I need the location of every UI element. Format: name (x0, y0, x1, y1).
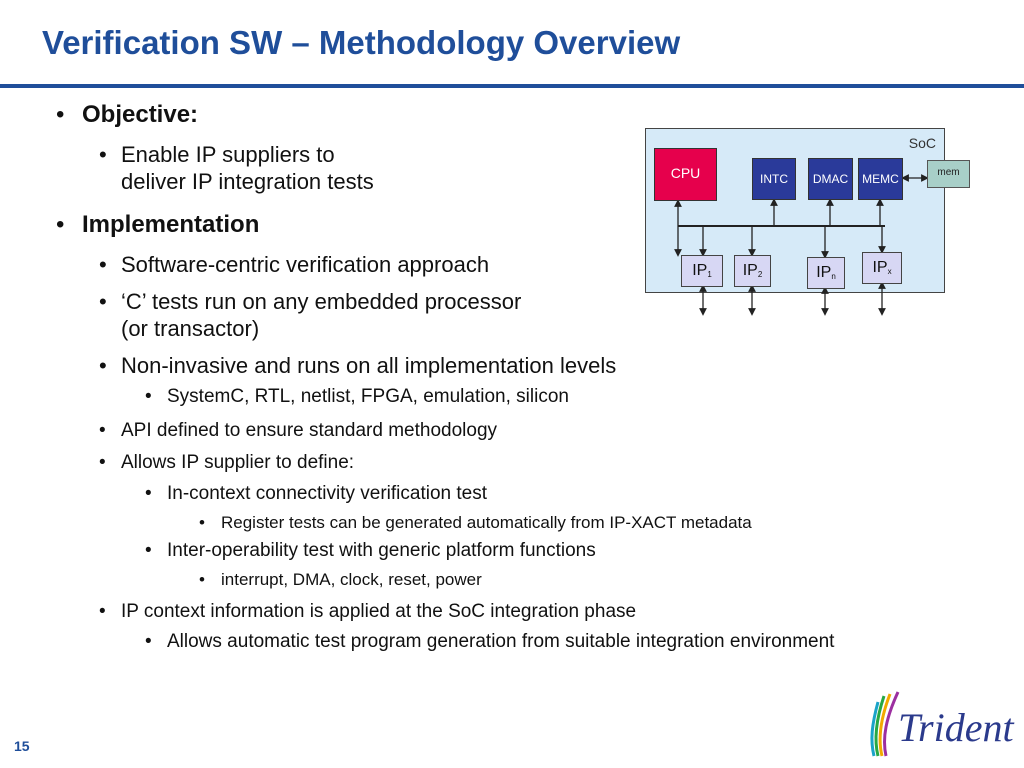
bullet-text: Enable IP suppliers to (121, 142, 335, 167)
bullet-text: deliver IP integration tests (121, 169, 374, 194)
bullet-impl-1 (99, 252, 490, 278)
bullet-text: Non-invasive and runs on all implementation levels (121, 353, 617, 378)
bullet-text: Implementation (82, 211, 260, 238)
bullet-text: Objective: (82, 101, 199, 128)
bullet-objective-sub-cont (121, 169, 374, 195)
bullet-text: Software-centric verification approach (121, 252, 490, 277)
ip-label: IP (816, 264, 832, 281)
bullet-text: Register tests can be generated automatically from IP-XACT metadata (221, 513, 752, 532)
bullet-text: In-context connectivity verification test (167, 483, 487, 504)
ip-label: IP (872, 259, 888, 276)
bullet-dot: • (56, 211, 65, 238)
bullet-text: IP context information is applied at the SoC integration phase (121, 601, 637, 622)
page-number: 15 (14, 738, 30, 754)
bullet-impl-4 (99, 420, 498, 442)
bullet-dot: • (199, 570, 205, 589)
bullet-dot: • (99, 420, 106, 441)
bullet-implementation (56, 211, 260, 239)
bullet-dot: • (56, 101, 65, 128)
bullet-text: API defined to ensure standard methodology (121, 420, 498, 441)
slide-title: Verification SW – Methodology Overview (42, 24, 681, 61)
bullet-dot: • (99, 142, 107, 167)
soc-label: SoC (908, 135, 936, 151)
bullet-impl-5-sub-2 (145, 540, 596, 562)
ip-subscript: 1 (707, 269, 712, 279)
bullet-dot: • (145, 386, 152, 407)
bullet-objective-sub (99, 142, 335, 168)
bullet-impl-6 (99, 601, 637, 623)
bullet-impl-2-cont (121, 316, 259, 342)
dmac-block: DMAC (808, 158, 853, 200)
bullet-impl-3 (99, 353, 617, 379)
ipx-block (862, 252, 902, 284)
ip1-block (681, 255, 723, 287)
bullet-text: Allows IP supplier to define: (121, 452, 355, 473)
ip-label: IP (692, 262, 708, 279)
bullet-impl-5 (99, 452, 355, 474)
bullet-impl-5-sub-2-sub (199, 570, 482, 590)
trident-logo-text: Trident (898, 705, 1014, 750)
bullet-impl-6-sub (145, 631, 835, 653)
bullet-text: ‘C’ tests run on any embedded processor (121, 289, 522, 314)
ip-subscript: 2 (757, 269, 763, 279)
bullet-impl-2 (99, 289, 522, 315)
bullet-dot: • (145, 483, 152, 504)
bullet-dot: • (99, 353, 107, 378)
bullet-impl-5-sub-1-sub (199, 513, 752, 533)
bullet-dot: • (99, 252, 107, 277)
bullet-dot: • (199, 513, 205, 532)
bullet-dot: • (99, 289, 107, 314)
bullet-text: interrupt, DMA, clock, reset, power (221, 570, 482, 589)
ip-subscript: x (887, 266, 892, 276)
intc-block: INTC (752, 158, 796, 200)
mem-block: mem (927, 160, 970, 188)
bullet-text: SystemC, RTL, netlist, FPGA, emulation, silicon (167, 386, 569, 407)
bullet-impl-3-sub (145, 386, 569, 408)
bullet-dot: • (145, 540, 152, 561)
cpu-block: CPU (654, 148, 717, 201)
bullet-text: Allows automatic test program generation from suitable integration environment (167, 631, 835, 652)
bullet-text: Inter-operability test with generic platform functions (167, 540, 596, 561)
ip-subscript: n (831, 271, 836, 281)
bullet-dot: • (99, 452, 106, 473)
ip2-block (734, 255, 771, 287)
memc-block: MEMC (858, 158, 903, 200)
bullet-text: (or transactor) (121, 316, 260, 341)
bullet-objective (56, 101, 199, 129)
ip-label: IP (742, 262, 758, 279)
bullet-impl-5-sub-1 (145, 483, 487, 505)
bullet-dot: • (99, 601, 106, 622)
ipn-block (807, 257, 845, 289)
bullet-dot: • (145, 631, 152, 652)
